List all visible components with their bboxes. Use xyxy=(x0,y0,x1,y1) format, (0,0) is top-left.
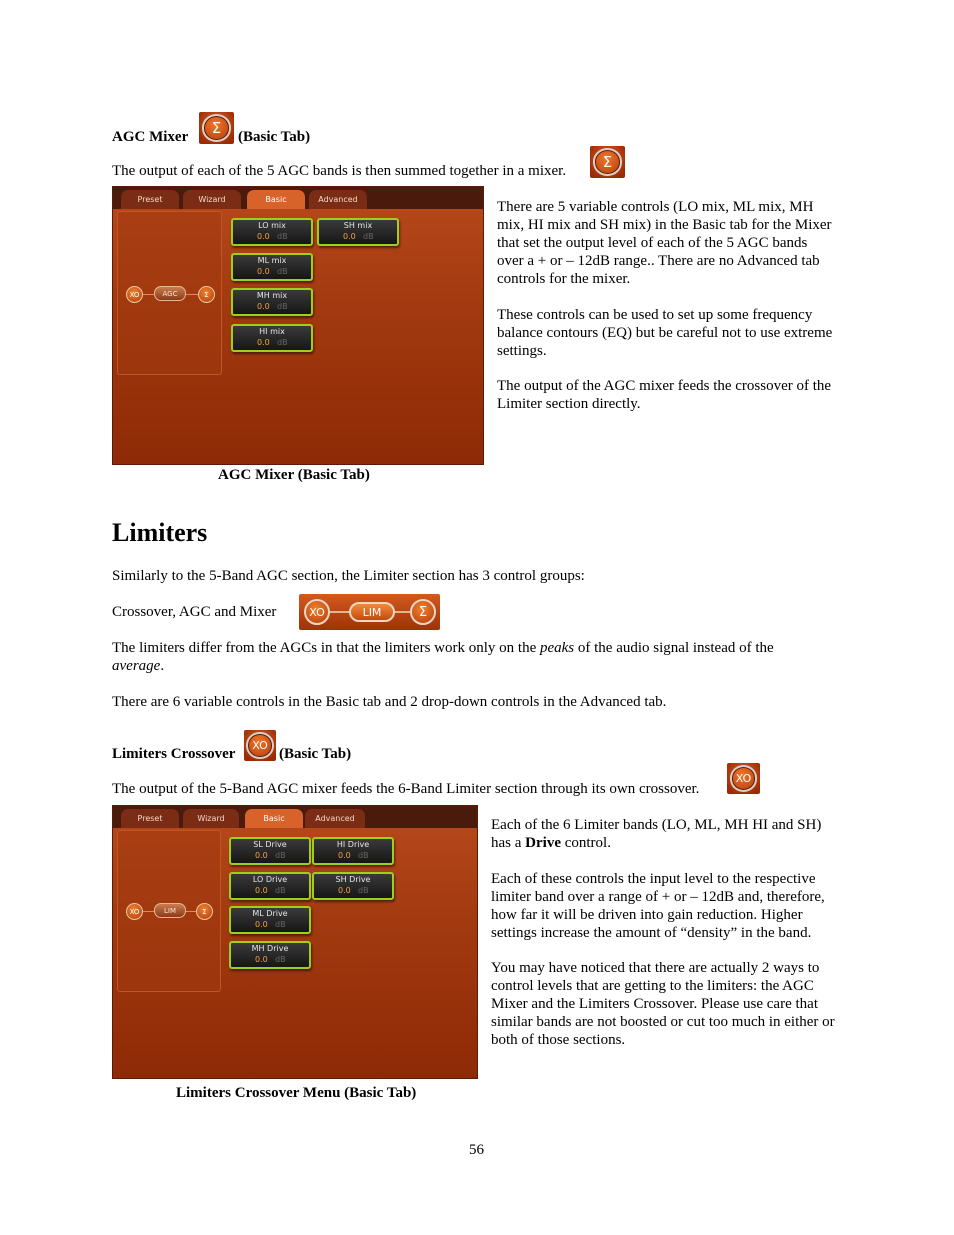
limiters-crossover-para2: Each of these controls the input level to the respective limiter band over a range of + or – 12dB and, therefore, how far it will be driven into gain reduction. Higher settings increase the amount of “density” in the band. xyxy=(491,871,825,941)
limiters-crossover-screenshot xyxy=(112,805,478,1079)
agc-mixer-screenshot xyxy=(112,186,484,465)
tab-advanced[interactable]: Advanced xyxy=(309,190,367,209)
limiters-crossover-para1: Each of the 6 Limiter bands (LO, ML, MH HI and SH) has a Drive control. xyxy=(491,817,822,851)
agc-mixer-para2: These controls can be used to set up some frequency balance contours (EQ) but be careful not to use extreme settings. xyxy=(497,307,833,359)
sigma-icon: Σ xyxy=(410,599,436,625)
limiters-crossover-heading: Limiters Crossover xyxy=(112,746,236,762)
agc-mixer-heading-suffix: (Basic Tab) xyxy=(238,129,311,145)
tab-wizard[interactable]: Wizard xyxy=(183,809,239,828)
tab-basic[interactable]: Basic xyxy=(245,809,303,828)
agc-mixer-intro: The output of each of the 5 AGC bands is then summed together in a mixer. xyxy=(112,163,567,179)
lo-mix-control[interactable]: LO mix 0.0 dB xyxy=(231,218,313,246)
agc-mixer-heading: AGC Mixer xyxy=(112,129,189,145)
sl-drive-control[interactable]: SL Drive 0.0 dB xyxy=(229,837,311,865)
limiter-chain-graphic xyxy=(299,594,440,630)
sigma-icon xyxy=(199,112,234,144)
limiters-crossover-intro: The output of the 5-Band AGC mixer feeds the 6-Band Limiter section through its own crossover. xyxy=(112,781,700,797)
tab-bar xyxy=(113,806,477,828)
xo-icon: XO xyxy=(304,599,330,625)
sigma-node[interactable]: Σ xyxy=(198,286,215,303)
sigma-icon: Σ xyxy=(590,146,625,178)
mh-mix-control[interactable]: MH mix 0.0 dB xyxy=(231,288,313,316)
agc-mixer-para3: The output of the AGC mixer feeds the crossover of the Limiter section directly. xyxy=(497,378,832,412)
hi-drive-control[interactable]: HI Drive 0.0 dB xyxy=(312,837,394,865)
sh-drive-control[interactable]: SH Drive 0.0 dB xyxy=(312,872,394,900)
agc-mixer-caption: AGC Mixer (Basic Tab) xyxy=(218,467,370,483)
signal-flow-panel xyxy=(117,211,222,375)
limiters-p3: The limiters differ from the AGCs in that the limiters work only on the peaks of the audio signal instead of the average. xyxy=(112,640,774,674)
tab-preset[interactable]: Preset xyxy=(121,809,179,828)
limiters-p1: Similarly to the 5-Band AGC section, the Limiter section has 3 control groups: xyxy=(112,568,585,584)
lo-drive-control[interactable]: LO Drive 0.0 dB xyxy=(229,872,311,900)
xo-node[interactable]: XO xyxy=(126,903,143,920)
ml-drive-control[interactable]: ML Drive 0.0 dB xyxy=(229,906,311,934)
limiters-crossover-caption: Limiters Crossover Menu (Basic Tab) xyxy=(176,1085,417,1101)
agc-node[interactable]: AGC xyxy=(154,286,186,301)
page-number: 56 xyxy=(469,1142,484,1158)
agc-mixer-para1: There are 5 variable controls (LO mix, ML mix, MH mix, HI mix and SH mix) in the Basic tab for the Mixer that set the output level of each of the 5 AGC bands over a + or – 12dB range.. There are no Advanced tab controls for the mixer. xyxy=(497,199,832,287)
xo-icon: XO xyxy=(727,763,760,794)
tab-wizard[interactable]: Wizard xyxy=(183,190,241,209)
sigma-glyph: Σ xyxy=(202,114,231,141)
ml-mix-control[interactable]: ML mix 0.0 dB xyxy=(231,253,313,281)
limiters-crossover-para3: You may have noticed that there are actually 2 ways to control levels that are getting to the limiters: the AGC Mixer and the Limiters Crossover. Please use care that similar bands are not boosted or cut too much in either or both of those sections. xyxy=(491,960,835,1048)
xo-icon: XO xyxy=(244,730,276,761)
mh-drive-control[interactable]: MH Drive 0.0 dB xyxy=(229,941,311,969)
sh-mix-control[interactable]: SH mix 0.0 dB xyxy=(317,218,399,246)
lim-icon: LIM xyxy=(349,602,395,622)
sigma-node[interactable]: Σ xyxy=(196,903,213,920)
hi-mix-control[interactable]: HI mix 0.0 dB xyxy=(231,324,313,352)
limiters-p4: There are 6 variable controls in the Basic tab and 2 drop-down controls in the Advanced tab. xyxy=(112,694,667,710)
lim-node[interactable]: LIM xyxy=(154,903,186,918)
signal-flow-panel xyxy=(117,830,221,992)
xo-node[interactable]: XO xyxy=(126,286,143,303)
tab-advanced[interactable]: Advanced xyxy=(305,809,365,828)
tab-bar xyxy=(113,187,483,209)
tab-basic[interactable]: Basic xyxy=(247,190,305,209)
tab-preset[interactable]: Preset xyxy=(121,190,179,209)
limiters-p2: Crossover, AGC and Mixer xyxy=(112,604,277,620)
limiters-crossover-heading-suffix: (Basic Tab) xyxy=(279,746,352,762)
limiters-title: Limiters xyxy=(112,518,208,547)
